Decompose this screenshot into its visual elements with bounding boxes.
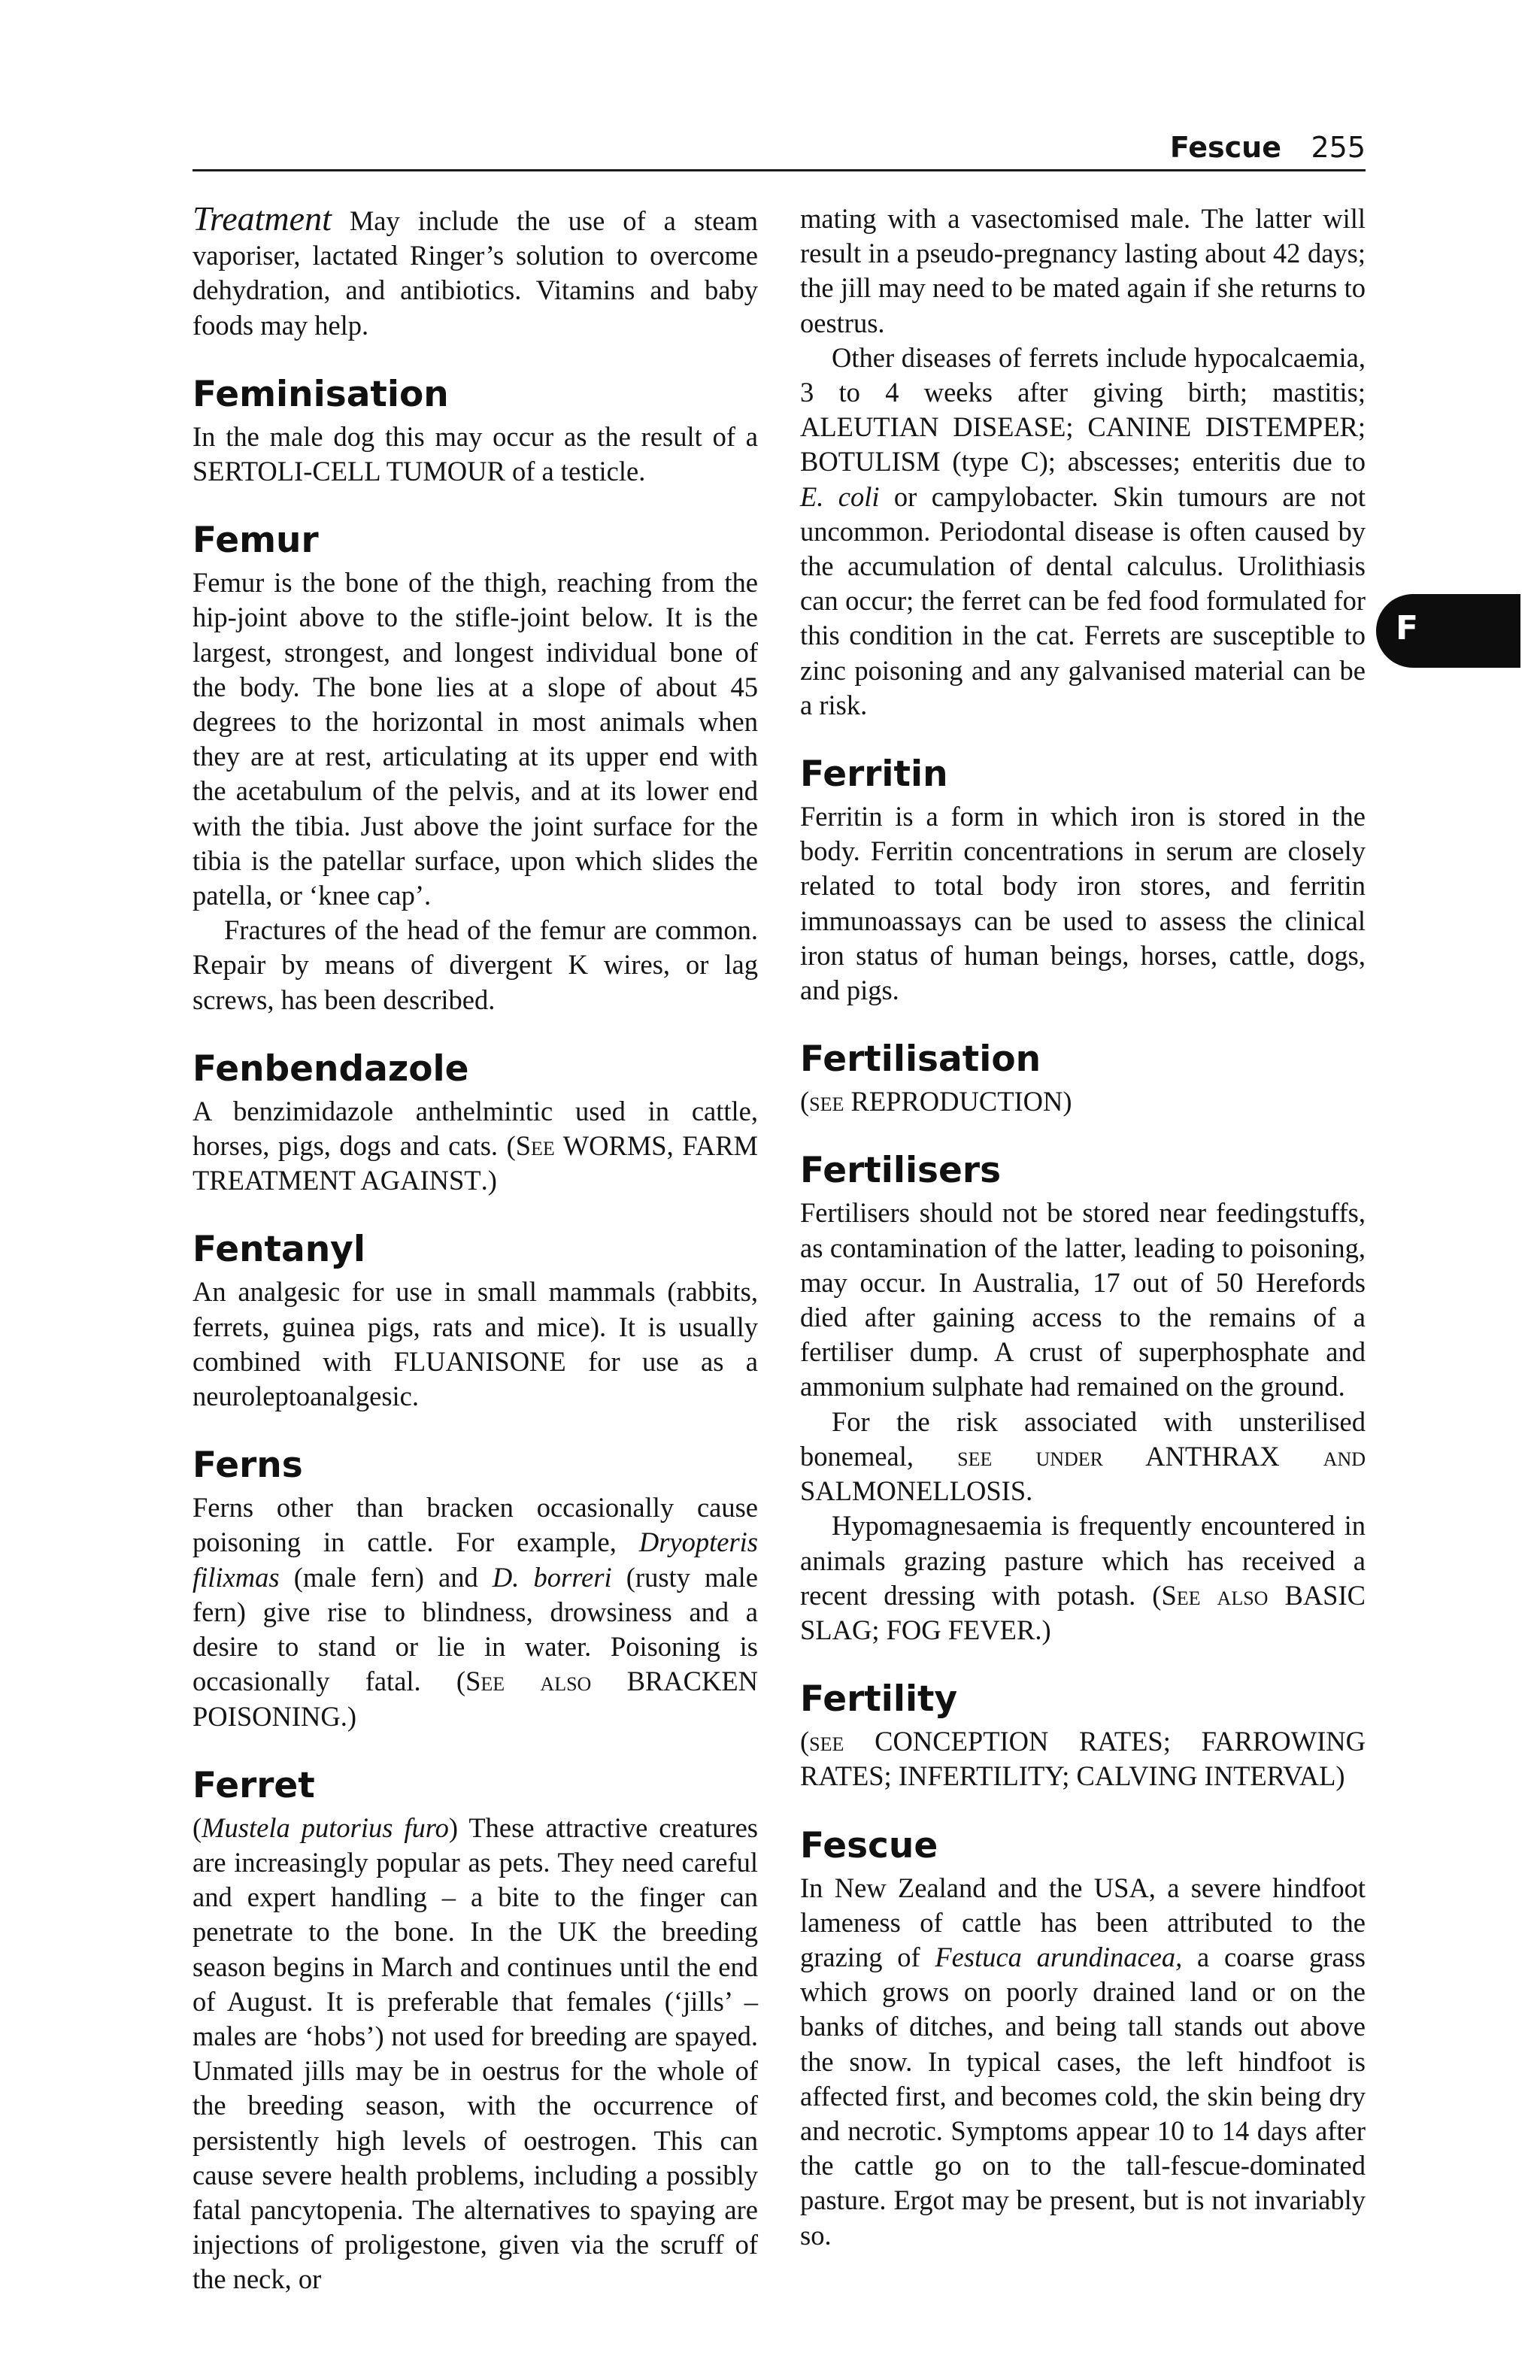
- entry-ferritin: [800, 753, 1366, 1008]
- header-rule: [192, 169, 1366, 171]
- cross-reference: ALEUTIAN DISEASE; CANINE DISTEMPER; BOTULISM: [800, 411, 1366, 478]
- entry-heading: Ferritin: [800, 753, 948, 796]
- body-paragraph: In New Zealand and the USA, a severe hindfoot lameness of cattle has been attributed to the grazing of Festuca arundinacea, a coarse grass which grows on poorly drained land or on the banks of ditches, and being tall stands out above the snow. In typical cases, the left hindfoot is affected first, and becomes cold, the skin being dry and necrotic. Symptoms appear 10 to 14 days after the cattle go on to the tall-fescue-dominated pasture. Ergot may be present, but is not invariably so.: [800, 1872, 1366, 2251]
- body-paragraph: Femur is the bone of the thigh, reaching from the hip-joint above to the stifle-joint below. It is the largest, strongest, and longest individual bone of the body. The bone lies at a slope of about 45 degrees to the horizontal in most animals when they are at rest, articulating at its upper end with the acetabulum of the pelvis, and at its lower end with the tibia. Just above the joint surface for the tibia is the patellar surface, upon which slides the patella, or ‘knee cap’.: [192, 567, 758, 911]
- entry-fertility: [800, 1678, 1366, 1793]
- thumb-index-letter: F: [1396, 609, 1419, 647]
- body-paragraph: (see CONCEPTION RATES; FARROWING RATES; INFERTILITY; CALVING INTERVAL): [800, 1726, 1366, 1792]
- entry-heading: Ferret: [192, 1764, 315, 1806]
- right-column: [800, 202, 1366, 2253]
- left-column: [192, 199, 758, 2297]
- cross-reference: See also BRACKEN POISONING: [192, 1666, 758, 1732]
- entry-ferret: [192, 1764, 758, 2297]
- entry-heading: Femur: [192, 520, 319, 562]
- body-paragraph: Hypomagnesaemia is frequently encountered in animals grazing pasture which has received a recent dressing with potash. (See also BASIC SLAG; FOG FEVER.): [800, 1510, 1366, 1645]
- thumb-index-tab: [1376, 594, 1520, 668]
- entry-fertilisation: [800, 1038, 1366, 1119]
- entry-fertilisers: [800, 1149, 1366, 1648]
- entry-heading: Fertilisation: [800, 1038, 1041, 1081]
- entry-heading: Feminisation: [192, 373, 449, 415]
- cross-reference: FLUANISONE: [393, 1345, 566, 1377]
- entry-fentanyl: [192, 1228, 758, 1414]
- body-paragraph: Fractures of the head of the femur are common. Repair by means of divergent K wires, or lag screws, has been described.: [192, 914, 758, 1015]
- running-header: [192, 123, 1366, 171]
- entry-continuation: [192, 199, 758, 343]
- entry-heading: Fertilisers: [800, 1150, 1002, 1192]
- cross-reference: See WORMS, FARM TREATMENT AGAINST: [192, 1130, 758, 1196]
- body-paragraph: An analgesic for use in small mammals (rabbits, ferrets, guinea pigs, rats and mice). It is usually combined with FLUANISONE for use as a neuroleptoanalgesic.: [192, 1276, 758, 1412]
- entry-heading: Fertility: [800, 1678, 958, 1721]
- entry-heading: Fentanyl: [192, 1229, 365, 1271]
- entry-fescue: [800, 1824, 1366, 2253]
- body-paragraph: For the risk associated with unsterilised bonemeal, see under ANTHRAX and SALMONELLOSIS.: [800, 1405, 1366, 1507]
- italic-term: Festuca arundinacea,: [935, 1941, 1183, 1972]
- cross-reference: SERTOLI-CELL TUMOUR: [192, 456, 505, 487]
- run-in-heading: Treatment: [192, 199, 332, 238]
- body-paragraph: Ferritin is a form in which iron is stored in the body. Ferritin concentrations in serum are closely related to total body iron stores, and ferritin immunoassays can be used to assess the clinical iron status of human beings, horses, cattle, dogs, and pigs.: [800, 801, 1366, 1006]
- italic-term: D. borreri: [492, 1561, 612, 1593]
- entry-femur: [192, 519, 758, 1017]
- italic-term: E. coli: [800, 481, 880, 512]
- entry-heading: Fenbendazole: [192, 1048, 469, 1090]
- entry-fenbendazole: [192, 1048, 758, 1199]
- running-headword: Fescue: [1169, 131, 1281, 164]
- italic-term: Mustela putorius furo: [202, 1812, 449, 1843]
- body-paragraph: Other diseases of ferrets include hypocalcaemia, 3 to 4 weeks after giving birth; mastitis; ALEUTIAN DISEASE; CANINE DISTEMPER; BOTULISM (type C); abscesses; enteritis due to E. coli or campylobacter. Skin tumours are not uncommon. Periodontal disease is often caused by the accumulation of dental calculus. Urolithiasis can occur; the ferret can be fed food formulated for this condition in the cat. Ferrets are susceptible to zinc poisoning and any galvanised material can be a risk.: [800, 341, 1366, 720]
- body-paragraph: A benzimidazole anthelmintic used in cattle, horses, pigs, dogs and cats. (See WORMS, FARM TREATMENT AGAINST.): [192, 1095, 758, 1196]
- entry-heading: Fescue: [800, 1824, 938, 1866]
- entry-feminisation: [192, 373, 758, 489]
- body-paragraph: Ferns other than bracken occasionally cause poisoning in cattle. For example, Dryopteris filixmas (male fern) and D. borreri (rusty male fern) give rise to blindness, drowsiness and a desire to stand or lie in water. Poisoning is occasionally fatal. (See also BRACKEN POISONING.): [192, 1492, 758, 1732]
- body-paragraph: Fertilisers should not be stored near feedingstuffs, as contamination of the latter, leading to poisoning, may occur. In Australia, 17 out of 50 Herefords died after gaining access to the remains of a fertiliser dump. A crust of superphosphate and ammonium sulphate had remained on the ground.: [800, 1197, 1366, 1402]
- italic-term: Dryopteris filixmas: [192, 1527, 758, 1593]
- page-number: 255: [1311, 131, 1366, 164]
- entry-continuation: [800, 202, 1366, 723]
- entry-heading: Ferns: [192, 1445, 303, 1487]
- cross-reference: see REPRODUCTION: [809, 1086, 1063, 1117]
- cross-reference: see CONCEPTION RATES; FARROWING RATES; INFERTILITY; CALVING INTERVAL: [800, 1726, 1366, 1792]
- body-paragraph: mating with a vasectomised male. The latter will result in a pseudo-pregnancy lasting about 42 days; the jill may need to be mated again if she returns to oestrus.: [800, 203, 1366, 338]
- cross-reference: See also BASIC SLAG; FOG FEVER: [800, 1579, 1366, 1645]
- body-paragraph: (see REPRODUCTION): [800, 1086, 1072, 1117]
- cross-reference: see under ANTHRAX and SALMONELLOSIS: [800, 1440, 1366, 1507]
- body-paragraph: Treatment May include the use of a steam vaporiser, lactated Ringer’s solution to overcome dehydration, and antibiotics. Vitamins and baby foods may help.: [192, 199, 758, 341]
- entry-ferns: [192, 1444, 758, 1733]
- body-paragraph: In the male dog this may occur as the result of a SERTOLI-CELL TUMOUR of a testicle.: [192, 420, 758, 487]
- body-paragraph: (Mustela putorius furo) These attractive creatures are increasingly popular as pets. They need careful and expert handling – a bite to the finger can penetrate to the bone. In the UK the breeding season begins in March and continues until the end of August. It is preferable that females (‘jills’ – males are ‘hobs’) not used for breeding are spayed. Unmated jills may be in oestrus for the whole of the breeding season, with the occurrence of persistently high levels of oestrogen. This can cause severe health problems, including a possibly fatal pancytopenia. The alternatives to spaying are injections of proligestone, given via the scruff of the neck, or: [192, 1812, 758, 2295]
